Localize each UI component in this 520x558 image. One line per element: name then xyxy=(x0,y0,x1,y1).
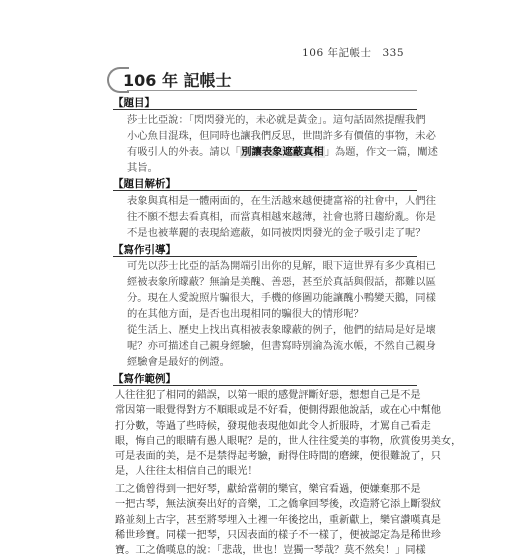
question-line: 小心魚目混珠，但同時也讓我們反思，世間許多有價值的事物，未必 xyxy=(127,130,436,142)
analysis-text xyxy=(127,193,436,241)
question-line: 有吸引人的外表。請以「別讓表象遮蔽真相」為題，作文一篇，闡述 xyxy=(127,146,438,158)
guide-line: 可先以莎士比亞的話為開端引出你的見解，眼下這世界有多少真相已 xyxy=(127,260,436,272)
section-rule-sample xyxy=(113,385,417,386)
analysis-line: 不是也被華麗的表現給遮蔽，如同被閃閃發光的金子吸引走了呢？ xyxy=(127,227,426,239)
section-label-sample: 【寫作範例】 xyxy=(113,373,176,385)
essay-line: 可是表面的美，是不是禁得起考驗，耐得住時間的磨練，便很難說了，只 xyxy=(115,451,441,463)
sample-essay xyxy=(115,388,462,480)
essay-line: 打分數，等過了些時候，發現他表現他如此令人折服時，才罵自己看走 xyxy=(115,420,431,432)
analysis-line: 表象與真相是一體兩面的，在生活越來越便捷富裕的社會中，人們往 xyxy=(127,195,436,207)
essay-line: 人往往犯了相同的錯誤，以第一眼的感覺評斷好惡，想想自己是不是 xyxy=(115,390,421,401)
running-header: 106 年記帳士 335 xyxy=(302,47,404,59)
essay-line: 一把古琴，無法演奏出好的音樂，工之僑拿回琴後，改造將它添上斷裂紋 xyxy=(115,499,441,511)
question-line: 其旨。 xyxy=(127,162,158,174)
guide-line: 經驗會是最好的例證。 xyxy=(127,356,230,368)
chapter-title-block xyxy=(107,66,417,92)
essay-line: 路並刻上古字，甚至將琴埋入土裡一年後挖出，重新獻上，樂官讚嘆真是 xyxy=(115,514,441,526)
essay-line: 常因第一眼覺得對方不順眼或是不好看，便側得跟他說話，或在心中幫他 xyxy=(115,405,441,417)
title-underline xyxy=(127,90,417,91)
section-label-question: 【題目】 xyxy=(113,97,155,109)
sample-essay-continued xyxy=(115,482,441,557)
guide-line: 從生活上、歷史上找出真相被表象矇蔽的例子，他們的結局是好是壞 xyxy=(127,324,436,336)
analysis-line: 往不願不想去看真相，而當真相越來越薄，社會也將日趨紛亂。你是 xyxy=(127,211,436,223)
section-label-guide: 【寫作引導】 xyxy=(113,244,176,256)
guide-line: 分。現在人愛說照片騙很大，手機的修圖功能讓醜小鴨變天鵝，同樣 xyxy=(127,292,436,304)
section-rule-analysis xyxy=(113,190,417,191)
essay-line: 寶。工之僑嘆息的說：「悲哉，世也！豈獨一琴哉？莫不然矣！」同樣 xyxy=(115,545,426,557)
essay-title-highlight: 別讓表象遮蔽真相 xyxy=(241,146,324,158)
essay-line: 稀世珍寶。同樣一把琴，只因表面的樣子不一樣了，便被認定為是稀世珍 xyxy=(115,529,441,541)
section-rule-guide xyxy=(113,256,417,257)
question-line: 莎士比亞說：「閃閃發光的，未必就是黃金」。這句話固然提醒我們 xyxy=(127,114,426,126)
guide-line: 的在其他方面，是否也出現相同的騙很大的情形呢？ xyxy=(127,308,364,320)
section-rule-question xyxy=(113,109,417,110)
question-text xyxy=(127,112,438,176)
chapter-title: 106 年 記帳士 xyxy=(123,71,232,90)
guide-line: 呢？亦可描述自己親身經驗，但書寫時別淪為流水帳，不然自己親身 xyxy=(127,340,436,352)
essay-line: 眼，悔自己的眼睛有愚人眼呢？是的，世人往往愛美的事物，欣賞俊男美女， xyxy=(115,435,462,447)
guide-text xyxy=(127,258,436,370)
essay-line: 工之僑曾得到一把好琴，獻給當朝的樂官，樂官看過，便嫌棄那不是 xyxy=(115,484,421,495)
essay-line: 是，人往往太相信自己的眼光！ xyxy=(115,466,258,478)
guide-line: 經被表象所矇蔽？無論是美醜、善惡，甚至於真話與假話，都難以區 xyxy=(127,276,436,288)
section-label-analysis: 【題目解析】 xyxy=(113,178,176,190)
